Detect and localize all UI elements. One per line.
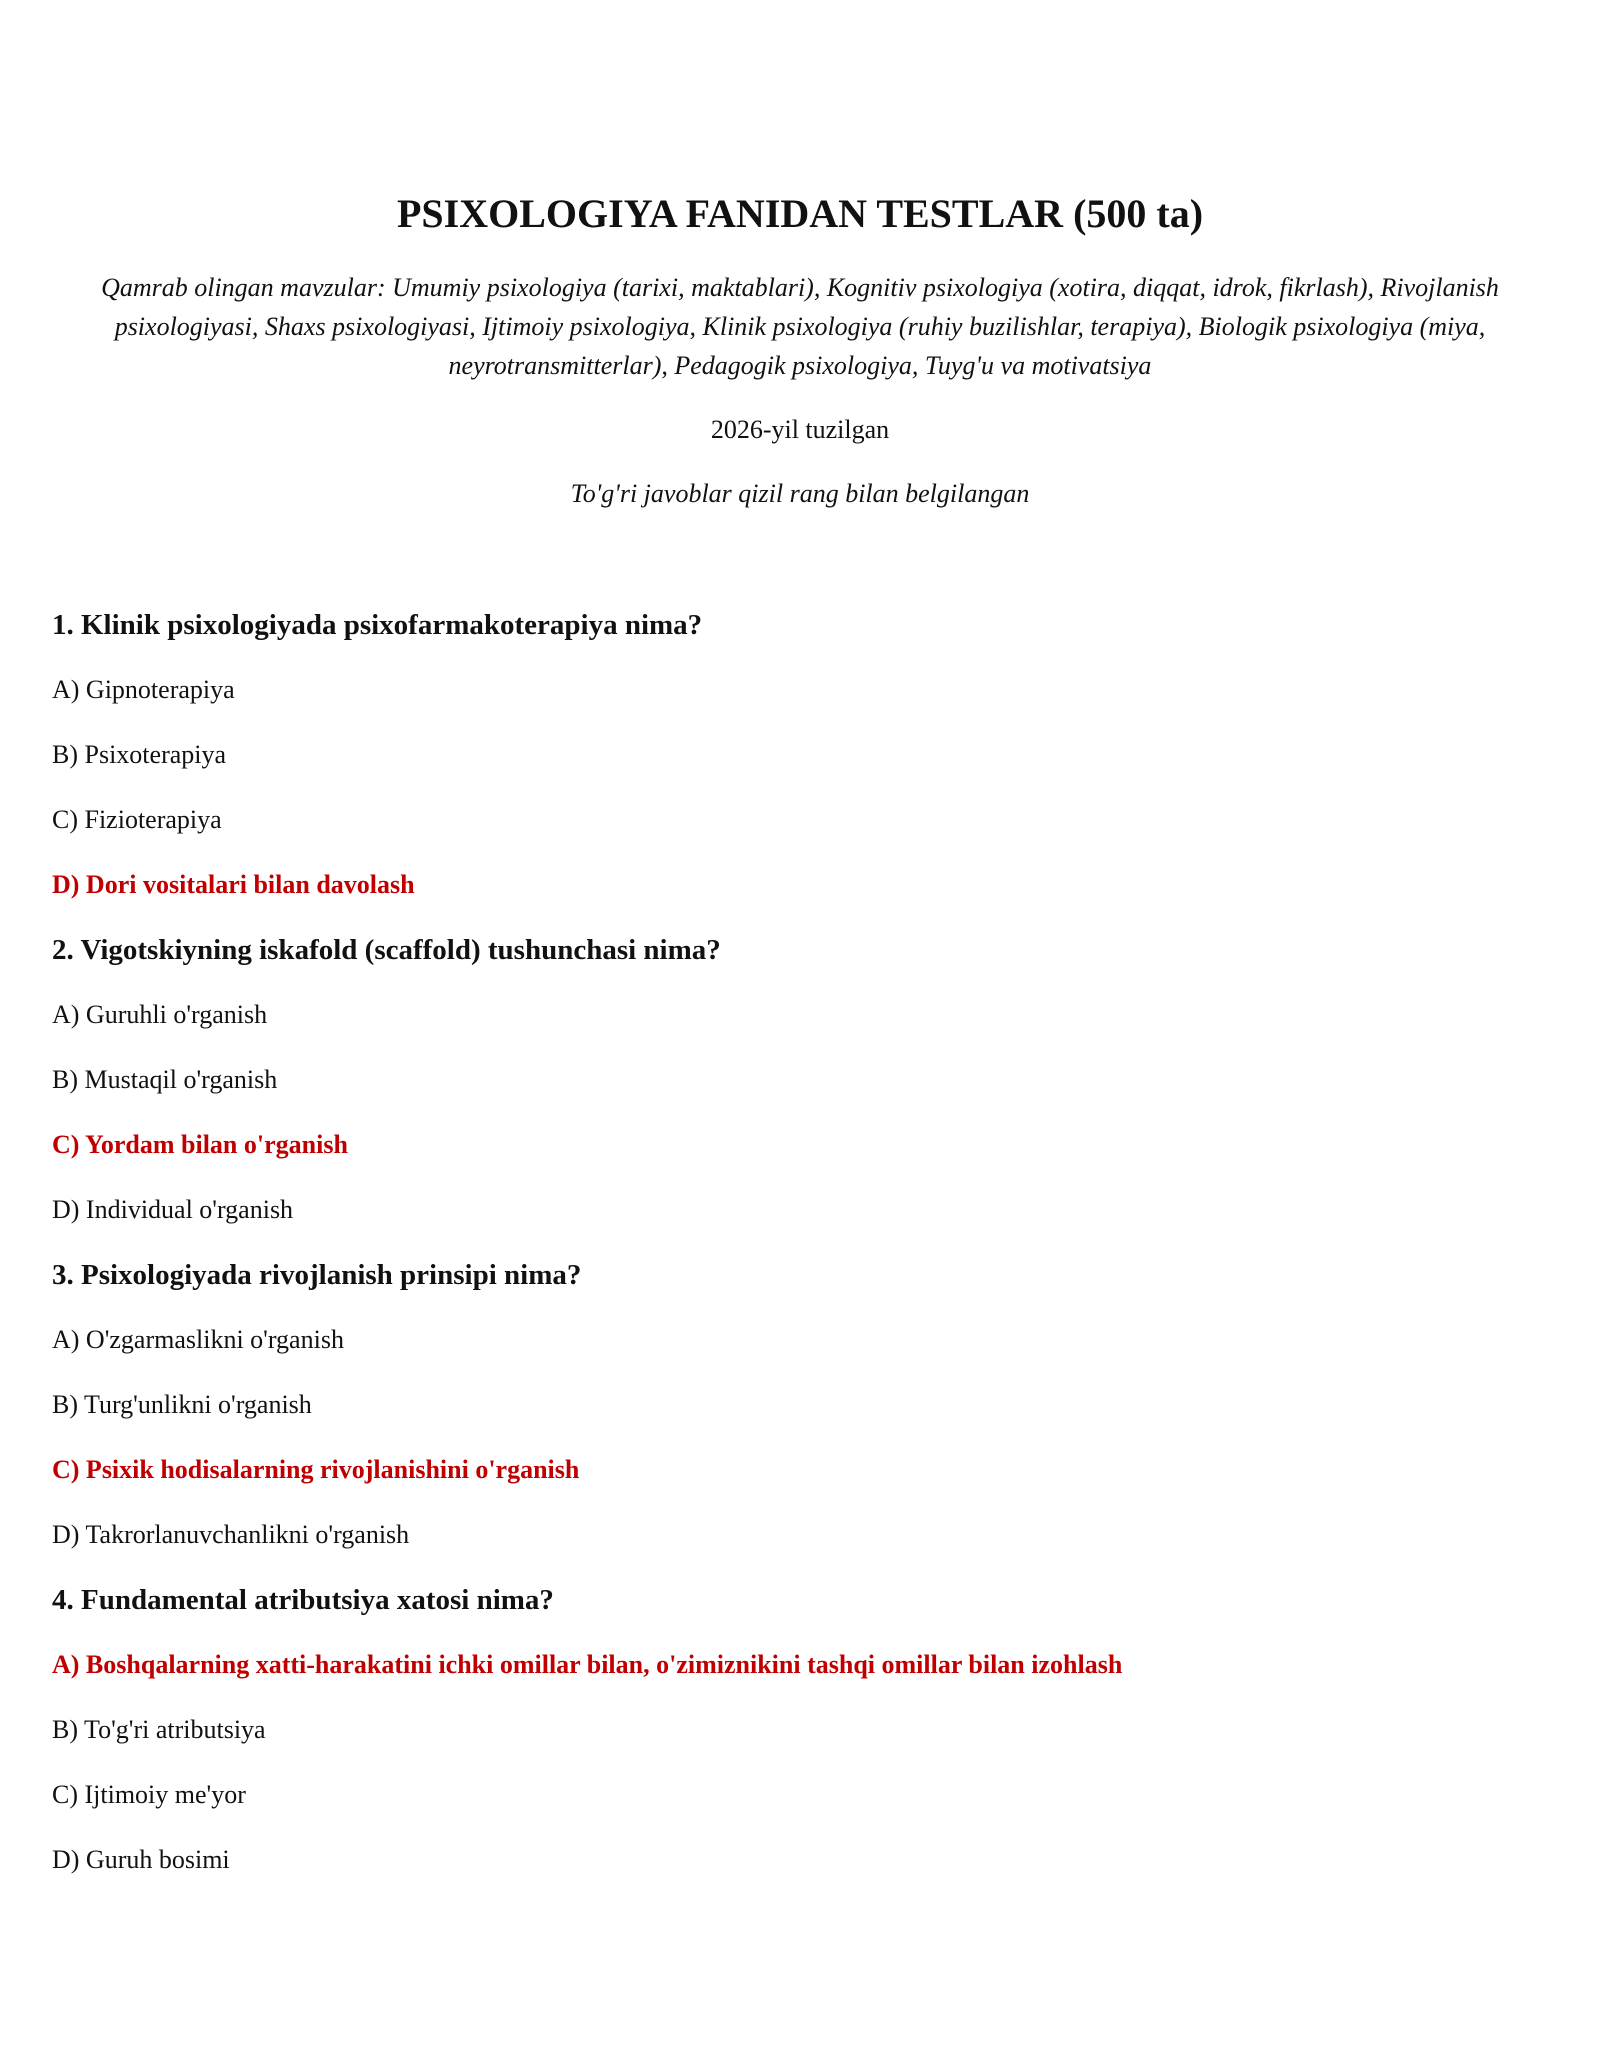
answer-option-c: C) Psixik hodisalarning rivojlanishini o'rganish (52, 1455, 580, 1484)
answer-option-c: C) Yordam bilan o'rganish (52, 1130, 348, 1159)
question-list (52, 605, 1552, 1905)
question-text: 1. Klinik psixologiyada psixofarmakoterapiya nima? (52, 609, 703, 641)
answer-option-b: B) Mustaqil o'rganish (52, 1065, 278, 1094)
question-text: 4. Fundamental atributsiya xatosi nima? (52, 1584, 554, 1616)
answer-option-b: B) Psixoterapiya (52, 740, 227, 769)
topics-subtitle: Qamrab olingan mavzular: Umumiy psixologiya (tarixi, maktablari), Kognitiv psixologiya (xotira, diqqat, idrok, fikrlash), Rivojlanish psixologiyasi, Shaxs psixologiyasi, Ijtimoiy psixologiya, Klinik psixologiya (ruhiy buzilishlar, terapiya), Biologik psixologiya (miya, neyrotransmitterlar), Pedagogik psixologiya, Tuyg'u va motivatsiya (101, 273, 1499, 380)
question-1 (52, 605, 1552, 905)
answer-option-b: B) Turg'unlikni o'rganish (52, 1390, 312, 1419)
answer-key-note: To'g'ri javoblar qizil rang bilan belgilangan (570, 479, 1030, 508)
answer-option-d: D) Dori vositalari bilan davolash (52, 870, 415, 899)
answer-option-c: C) Ijtimoiy me'yor (52, 1780, 246, 1809)
question-4 (52, 1580, 1552, 1880)
answer-option-b: B) To'g'ri atributsiya (52, 1715, 266, 1744)
question-3 (52, 1255, 1552, 1555)
answer-option-d: D) Individual o'rganish (52, 1195, 294, 1224)
answer-option-c: C) Fizioterapiya (52, 805, 222, 834)
question-2 (52, 930, 1552, 1230)
date-line: 2026-yil tuzilgan (710, 415, 890, 444)
question-text: 2. Vigotskiyning iskafold (scaffold) tushunchasi nima? (52, 934, 721, 966)
answer-option-a: A) O'zgarmaslikni o'rganish (52, 1325, 344, 1354)
answer-option-a: A) Boshqalarning xatti-harakatini ichki omillar bilan, o'zimiznikini tashqi omillar bilan izohlash (52, 1650, 1123, 1679)
document-title: PSIXOLOGIYA FANIDAN TESTLAR (500 ta) (396, 191, 1204, 236)
answer-option-a: A) Guruhli o'rganish (52, 1000, 268, 1029)
answer-option-d: D) Guruh bosimi (52, 1845, 230, 1874)
answer-option-a: A) Gipnoterapiya (52, 675, 235, 704)
answer-option-d: D) Takrorlanuvchanlikni o'rganish (52, 1520, 410, 1549)
question-text: 3. Psixologiyada rivojlanish prinsipi nima? (52, 1259, 582, 1291)
